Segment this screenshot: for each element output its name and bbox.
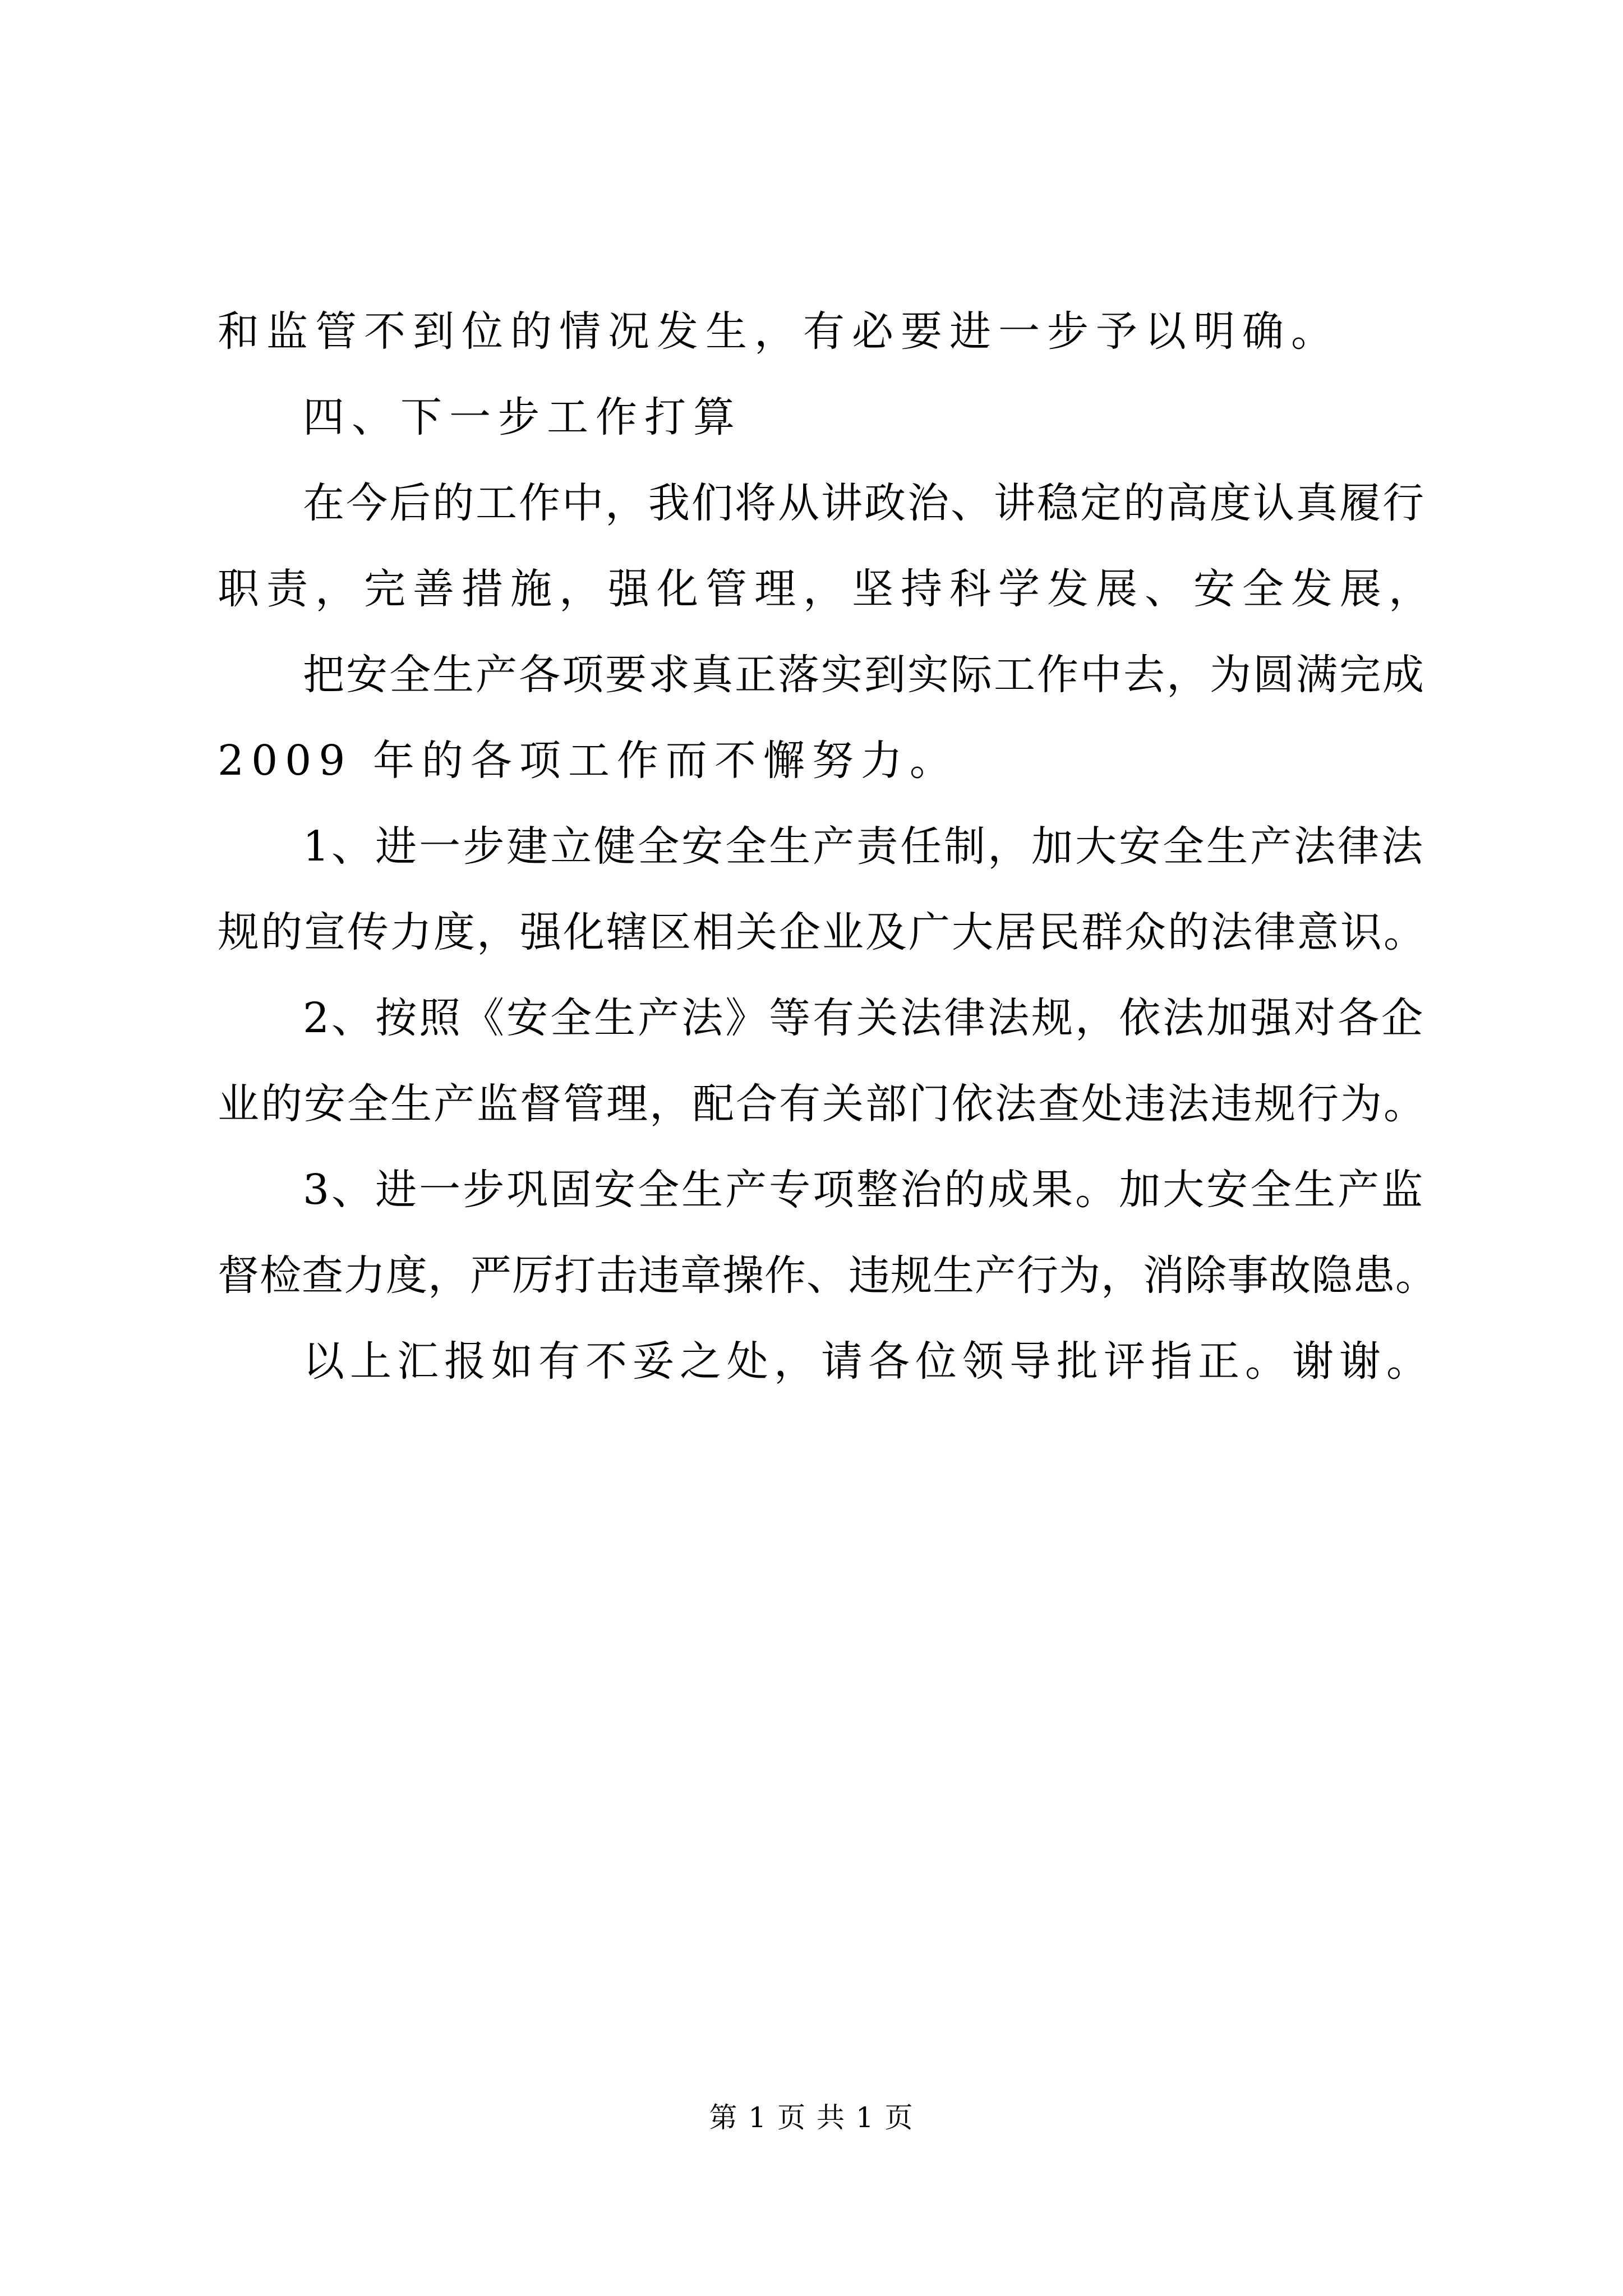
section-heading: 四、下一步工作打算: [303, 393, 742, 441]
list-item-3-line-1: 3、进一步巩固安全生产专项整治的成果。加大安全生产监: [303, 1166, 1426, 1214]
body-line-5: 把安全生产各项要求真正落实到实际工作中去，为圆满完成: [303, 651, 1426, 699]
body-line-4: 职责，完善措施，强化管理，坚持科学发展、安全发展，: [218, 565, 1437, 613]
body-line-6: 2009 年的各项工作而不懈努力。: [218, 737, 958, 785]
list-item-3-line-2: 督检查力度，严厉打击违章操作、违规生产行为，消除事故隐患。: [218, 1251, 1437, 1300]
body-line-3: 在今后的工作中，我们将从讲政治、讲稳定的高度认真履行: [303, 479, 1426, 527]
list-item-1-line-2: 规的宣传力度，强化辖区相关企业及广大居民群众的法律意识。: [218, 908, 1427, 956]
body-line-1: 和监管不到位的情况发生，有必要进一步予以明确。: [218, 307, 1340, 356]
list-item-2-line-2: 业的安全生产监督管理，配合有关部门依法查处违法违规行为。: [218, 1080, 1427, 1128]
closing-line: 以上汇报如有不妥之处，请各位领导批评指正。谢谢。: [303, 1337, 1433, 1386]
page-footer: 第 1 页 共 1 页: [709, 2101, 914, 2134]
list-item-2-line-1: 2、按照《安全生产法》等有关法律法规，依法加强对各企: [303, 994, 1426, 1042]
list-item-1-line-1: 1、进一步建立健全安全生产责任制，加大安全生产法律法: [303, 822, 1426, 871]
